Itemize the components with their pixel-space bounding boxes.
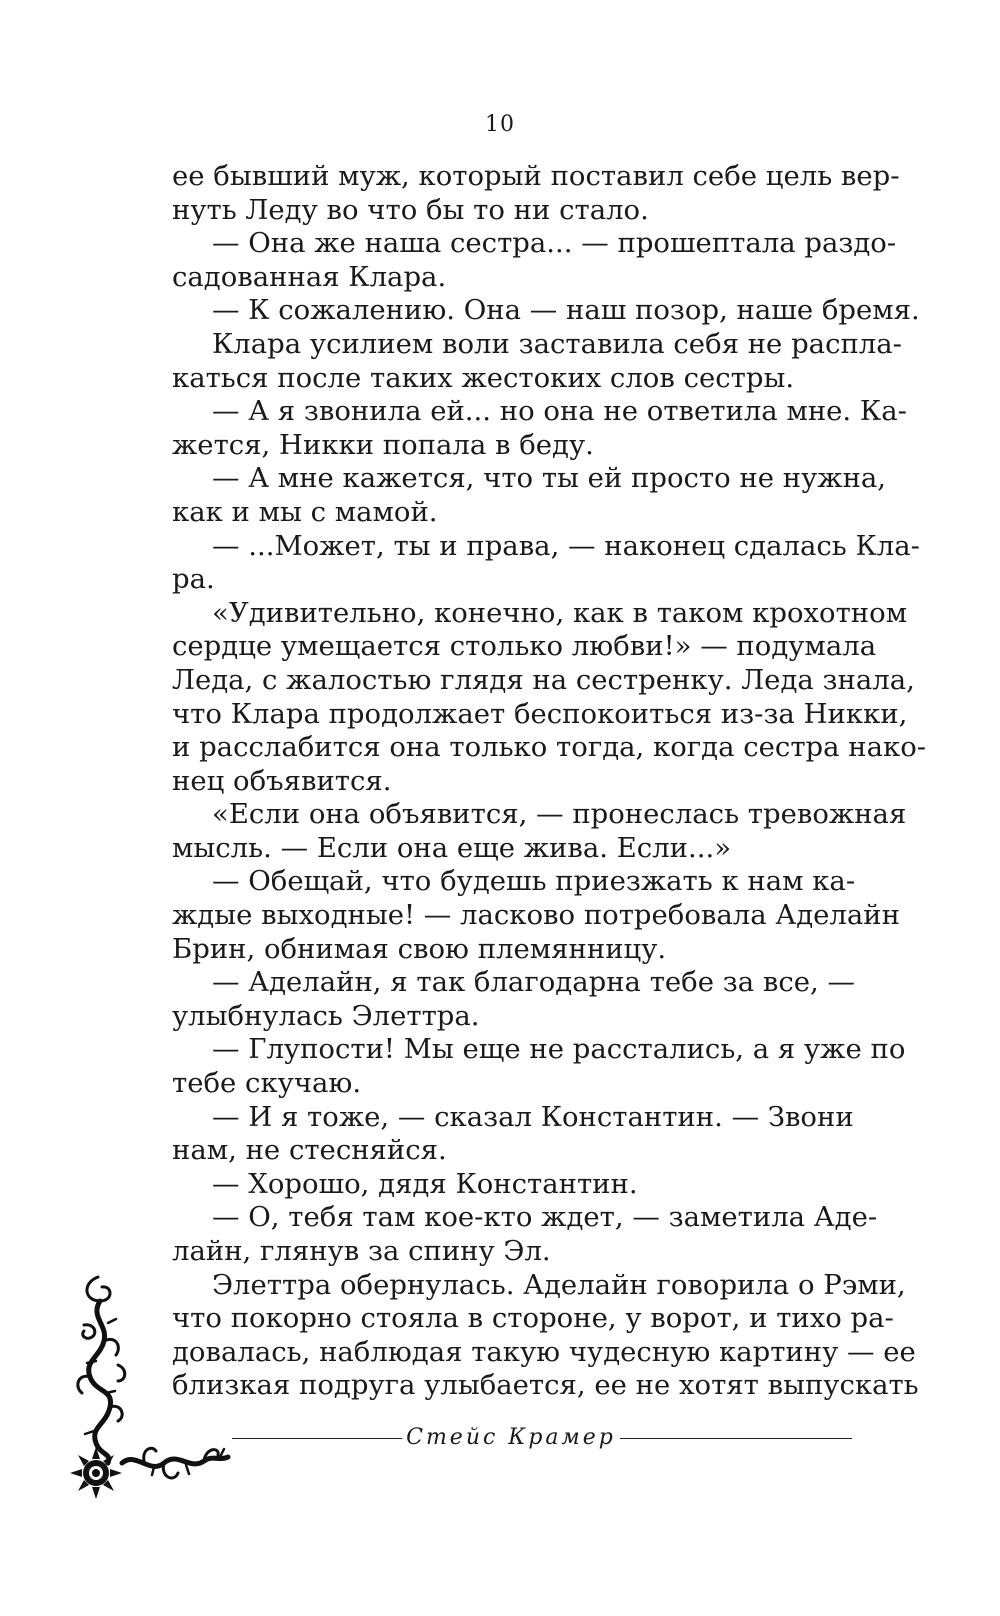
text-line: улыбнулась Элеттра. <box>172 999 480 1032</box>
text-line: — К сожалению. Она — наш позор, наше бремя. <box>212 294 920 327</box>
author-name: Стейс Крамер <box>406 1425 616 1450</box>
text-line: — И я тоже, — сказал Константин. — Звони <box>212 1100 854 1133</box>
footer-rule-right <box>620 1438 852 1439</box>
text-line: Брин, обнимая свою племянницу. <box>172 932 667 965</box>
text-line: и расслабится она только тогда, когда сестра нако- <box>172 731 927 764</box>
text-line: — Глупости! Мы еще не расстались, а я уже по <box>212 1033 906 1066</box>
text-line: жется, Никки попала в беду. <box>172 428 594 461</box>
text-line: — Аделайн, я так благодарна тебе за все, — <box>212 966 856 999</box>
text-line: мысль. — Если она еще жива. Если...» <box>172 831 732 864</box>
text-line: близкая подруга улыбается, ее не хотят выпускать <box>172 1369 919 1402</box>
text-line: как и мы с мамой. <box>172 495 438 528</box>
text-line: ждые выходные! — ласково потребовала Аделайн <box>172 899 900 932</box>
text-line: Клара усилием воли заставила себя не распла- <box>212 327 902 360</box>
text-line: — А мне кажется, что ты ей просто не нужна, <box>212 462 887 495</box>
text-line: нец объявится. <box>172 764 392 797</box>
text-line: сердце умещается столько любви!» — подумала <box>172 630 877 663</box>
text-line: нуть Леду во что бы то ни стало. <box>172 193 649 226</box>
text-line: садованная Клара. <box>172 260 447 293</box>
text-line: — Она же наша сестра... — прошептала раздо- <box>212 227 897 260</box>
text-line: каться после таких жестоких слов сестры. <box>172 361 795 394</box>
text-line: — А я звонила ей... но она не ответила мне. Ка- <box>212 395 907 428</box>
text-line: что покорно стояла в стороне, у ворот, и тихо ра- <box>172 1302 894 1335</box>
text-line: лайн, глянув за спину Эл. <box>172 1235 551 1267</box>
body-text <box>172 160 927 1403</box>
footer-rule-left <box>232 1438 402 1439</box>
text-line: Элеттра обернулась. Аделайн говорила о Рэми, <box>212 1268 906 1301</box>
text-line: тебе скучаю. <box>172 1067 362 1100</box>
text-line: довалась, наблюдая такую чудесную картину — ее <box>172 1335 916 1368</box>
page-number: 10 <box>485 112 515 137</box>
text-line: Леда, с жалостью глядя на сестренку. Леда знала, <box>172 663 915 696</box>
text-line: «Если она объявится, — пронеслась тревожная <box>212 798 907 831</box>
text-line: — Хорошо, дядя Константин. <box>212 1167 638 1200</box>
text-line: ее бывший муж, который поставил себе цель вер- <box>172 160 900 192</box>
text-line: нам, не стесняйся. <box>172 1134 447 1167</box>
text-line: «Удивительно, конечно, как в таком крохотном <box>212 596 908 629</box>
thorny-vine-sun-corner-ornament-icon <box>60 1265 235 1505</box>
text-line: — ...Может, ты и права, — наконец сдалась Кла- <box>212 529 920 562</box>
text-line: ра. <box>172 563 215 596</box>
text-line: что Клара продолжает беспокоиться из-за Никки, <box>172 697 908 730</box>
text-line: — О, тебя там кое-кто ждет, — заметила Аде- <box>212 1201 878 1234</box>
page-footer <box>0 1420 1000 1456</box>
text-line: — Обещай, что будешь приезжать к нам ка- <box>212 865 856 898</box>
